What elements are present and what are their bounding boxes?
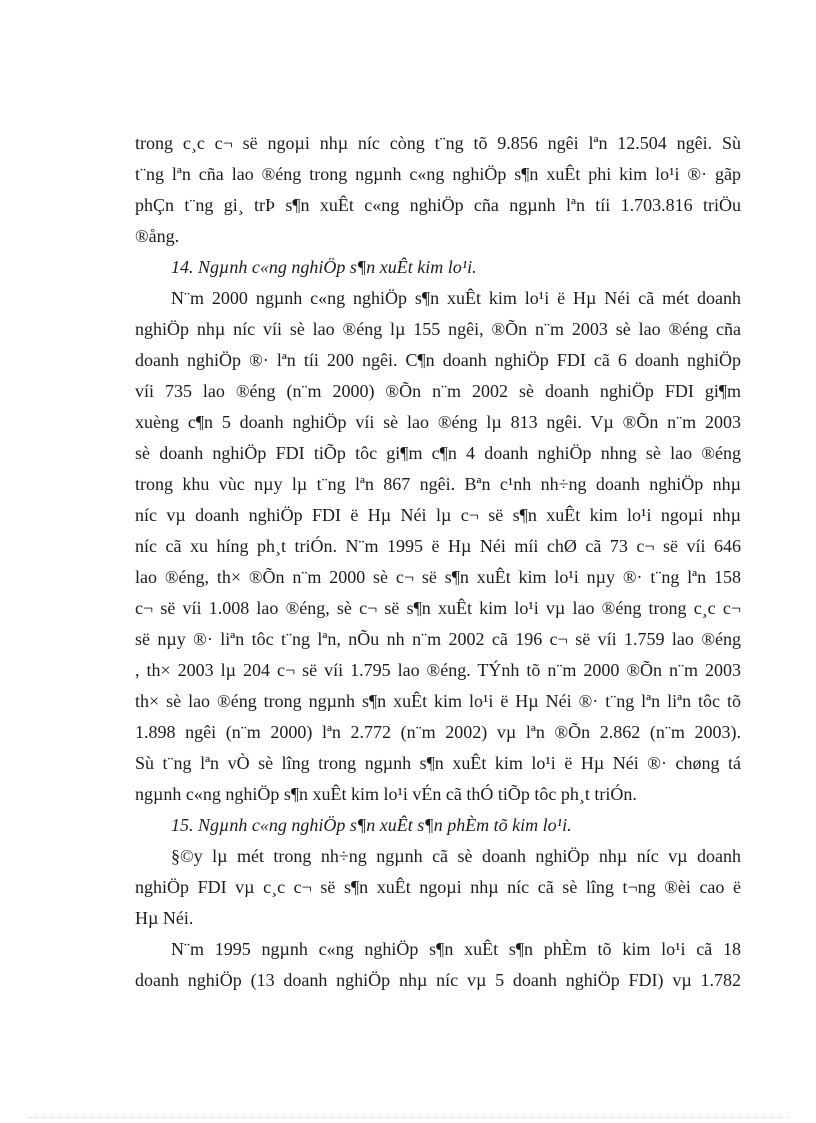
section-heading: 14. Ngµnh c«ng nghiÖp s¶n xuÊt kim lo¹i. [171,257,477,277]
paragraph-line: trong khu vùc nµy lµ t¨ng lªn 867 ngêi. Bªn c¹nh nh÷ng doanh nghiÖp nhµ [135,474,741,494]
paragraph-line: víi 735 lao ®éng (n¨m 2000) ®Õn n¨m 2002 sè doanh nghiÖp FDI gi¶m [135,381,741,401]
paragraph-line: phÇn t¨ng gi¸ trÞ s¶n xuÊt c«ng nghiÖp cña ngµnh lªn tíi 1.703.816 triÖu [135,195,741,215]
paragraph-line: lao ®éng, th× ®Õn n¨m 2000 sè c¬ së s¶n xuÊt kim lo¹i nµy ®· t¨ng lªn 158 [135,567,741,587]
paragraph-line: th× sè lao ®éng trong ngµnh s¶n xuÊt kim lo¹i ë Hµ Néi ®· t¨ng lªn liªn tôc tõ [135,691,741,711]
paragraph-line: N¨m 1995 ngµnh c«ng nghiÖp s¶n xuÊt s¶n phÈm tõ kim lo¹i cã 18 [171,939,741,959]
paragraph-line: t¨ng lªn cña lao ®éng trong ngµnh c«ng nghiÖp s¶n xuÊt phi kim lo¹i ®· gãp [135,164,741,184]
paragraph-line: sè doanh nghiÖp FDI tiÕp tôc gi¶m c¶n 4 doanh nghiÖp nhng sè lao ®éng [135,443,741,463]
paragraph-line: N¨m 2000 ngµnh c«ng nghiÖp s¶n xuÊt kim lo¹i ë Hµ Néi cã mét doanh [171,288,741,308]
paragraph-line: trong c¸c c¬ së ngoµi nhµ níc còng t¨ng tõ 9.856 ngêi lªn 12.504 ngêi. Sù [135,133,741,153]
paragraph-line: ®ång. [135,226,180,246]
paragraph-line: nghiÖp nhµ níc víi sè lao ®éng lµ 155 ngêi, ®Õn n¨m 2003 sè lao ®éng cña [135,319,741,339]
paragraph-line: xuèng c¶n 5 doanh nghiÖp víi sè lao ®éng lµ 813 ngêi. Vµ ®Õn n¨m 2003 [135,412,741,432]
paragraph-line: nghiÖp FDI vµ c¸c c¬ së s¶n xuÊt ngoµi nhµ níc cã sè lîng t¬ng ®èi cao ë [135,877,741,897]
document-body [135,128,741,996]
paragraph-line: níc vµ doanh nghiÖp FDI ë Hµ Néi lµ c¬ së s¶n xuÊt kim lo¹i ngoµi nhµ [135,505,741,525]
paragraph-line: c¬ së víi 1.008 lao ®éng, sè c¬ së s¶n xuÊt kim lo¹i vµ lao ®éng trong c¸c c¬ [135,598,741,618]
paragraph-line: , th× 2003 lµ 204 c¬ së víi 1.795 lao ®éng. TÝnh tõ n¨m 2000 ®Õn n¨m 2003 [135,660,741,680]
paragraph-line: 1.898 ngêi (n¨m 2000) lªn 2.772 (n¨m 2002) vµ lªn ®Õn 2.862 (n¨m 2003). [135,722,741,742]
paragraph-line: doanh nghiÖp (13 doanh nghiÖp nhµ níc vµ 5 doanh nghiÖp FDI) vµ 1.782 [135,970,741,990]
paragraph-line: §©y lµ mét trong nh÷ng ngµnh cã sè doanh nghiÖp nhµ níc vµ doanh [171,846,741,866]
paragraph-line: së nµy ®· liªn tôc t¨ng lªn, nÕu nh n¨m 2002 cã 196 c¬ së víi 1.759 lao ®éng [135,629,741,649]
paragraph-line: níc cã xu híng ph¸t triÓn. N¨m 1995 ë Hµ Néi míi chØ cã 73 c¬ së víi 646 [135,536,741,556]
page-bottom-rule [28,1117,788,1118]
paragraph-line: ngµnh c«ng nghiÖp s¶n xuÊt kim lo¹i vÉn cã thÓ tiÕp tôc ph¸t triÓn. [135,784,637,804]
paragraph-line: Hµ Néi. [135,908,194,928]
paragraph-line: doanh nghiÖp ®· lªn tíi 200 ngêi. C¶n doanh nghiÖp FDI cã 6 doanh nghiÖp [135,350,741,370]
paragraph-line: Sù t¨ng lªn vÒ sè lîng trong ngµnh s¶n xuÊt kim lo¹i ë Hµ Néi ®· chøng tá [135,753,741,773]
section-heading: 15. Ngµnh c«ng nghiÖp s¶n xuÊt s¶n phÈm tõ kim lo¹i. [171,815,572,835]
